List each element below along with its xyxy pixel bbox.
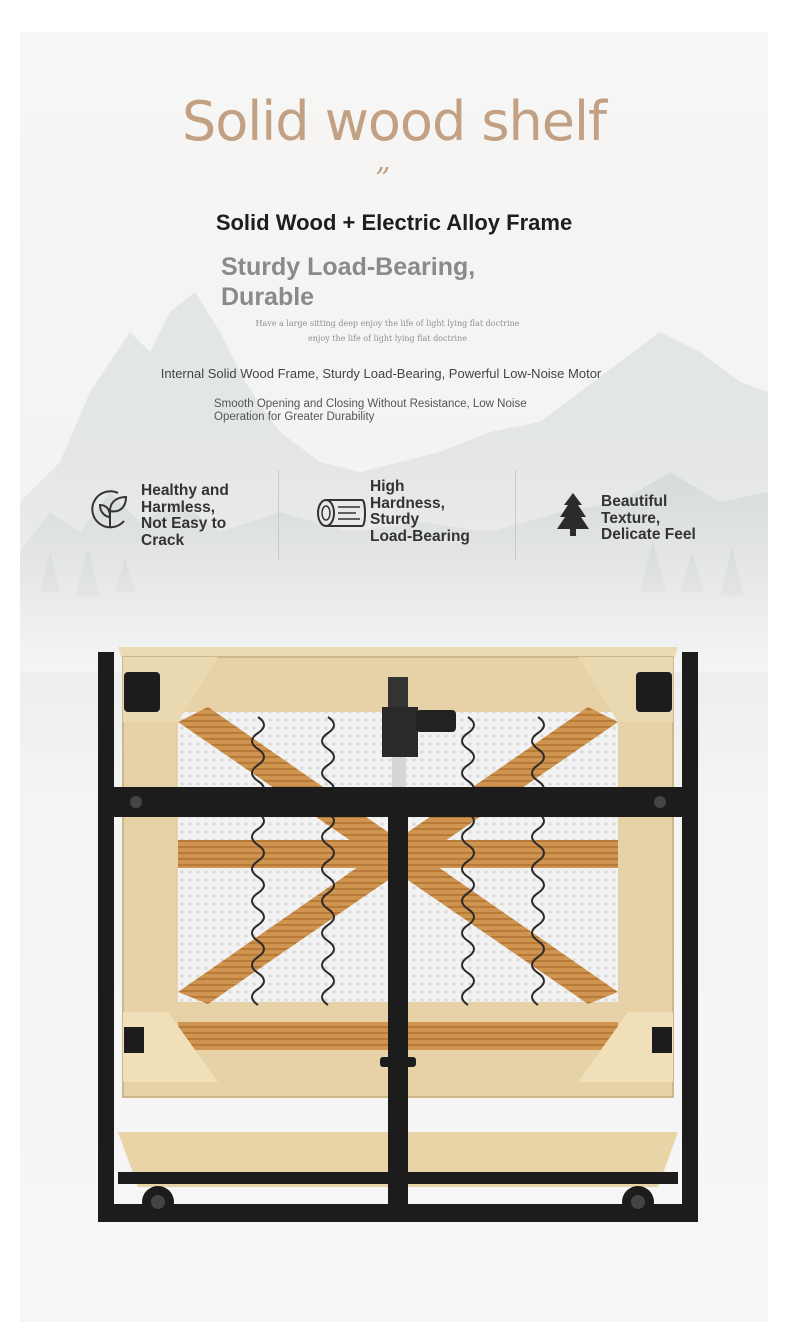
divider (278, 470, 279, 560)
leaf-icon (88, 487, 132, 533)
feature-text-line: Sturdy (370, 511, 420, 528)
description-secondary (214, 398, 574, 424)
page-title: Solid wood shelf (181, 90, 607, 153)
feature-text-line: Crack (141, 531, 185, 549)
description: Internal Solid Wood Frame, Sturdy Load-Bearing, Powerful Low-Noise Motor (160, 366, 602, 381)
feature-text-line: Hardness, (370, 494, 445, 512)
feature-text-line: High (370, 478, 405, 495)
tree-icon (556, 491, 590, 537)
sturdy-heading (221, 252, 521, 312)
feature-text-line: Healthy and (141, 482, 229, 499)
product-panel (20, 32, 768, 1322)
description-secondary-line-1: Smooth Opening and Closing Without Resistance, Low Noise (214, 398, 527, 410)
feature-hardness (316, 467, 516, 562)
feature-text-line: Harmless, (141, 498, 216, 516)
wood-log-icon (316, 495, 368, 531)
feature-texture (556, 467, 756, 562)
quote-mark: ” (375, 162, 391, 197)
feature-text-line: Texture, (601, 509, 661, 527)
feature-text-line: Load-Bearing (370, 527, 470, 545)
tiny-caption-2: enjoy the life of light lying flat doctrine (308, 334, 467, 343)
bed-frame-illustration (98, 612, 698, 1222)
feature-healthy (88, 467, 278, 562)
feature-text-line: Not Easy to (141, 515, 227, 532)
subtitle: Solid Wood + Electric Alloy Frame (215, 210, 573, 235)
description-secondary-line-2: Operation for Greater Durability (214, 411, 375, 423)
tiny-caption-1: Have a large sitting deep enjoy the life of light lying flat doctrine (255, 319, 520, 328)
divider (515, 470, 516, 560)
sturdy-line-1: Sturdy Load-Bearing, (221, 253, 476, 281)
feature-text-line: Delicate Feel (601, 526, 696, 543)
sturdy-line-2: Durable (221, 283, 315, 311)
feature-text-line: Beautiful (601, 493, 668, 510)
